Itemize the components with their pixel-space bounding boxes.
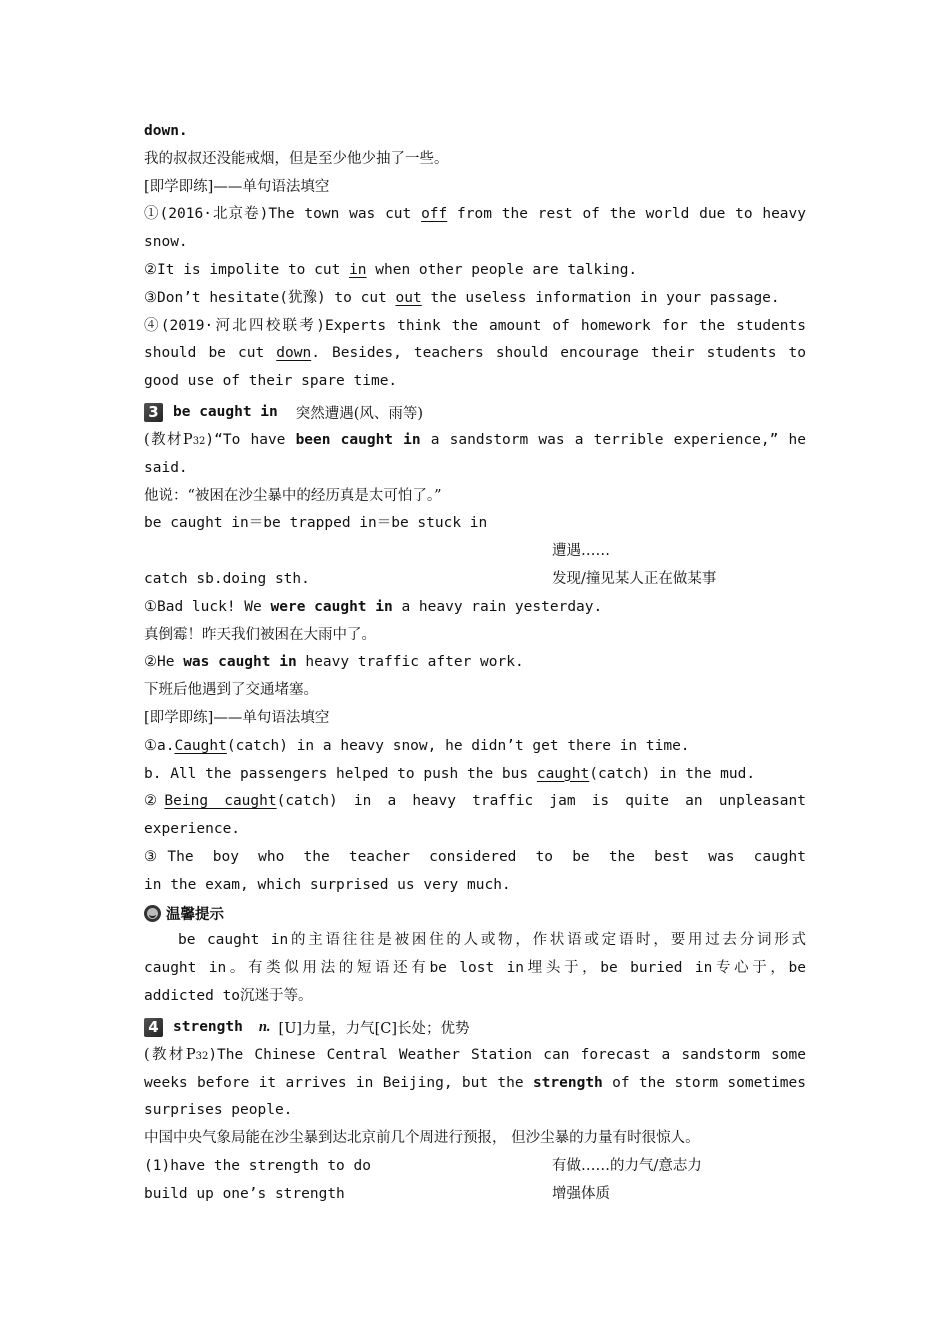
- section-heading-3: [144, 398, 806, 427]
- example-sentence: ②He was caught in heavy traffic after work.: [144, 654, 524, 671]
- textbook-example: (教材P32)The Chinese Central Weather Station can forecast a sandstorm some: [144, 1046, 806, 1063]
- answer-blank: caught: [536, 765, 590, 782]
- drill-item: ①a.Caught(catch) in a heavy snow, he didn’t get there in time.: [144, 737, 690, 754]
- term: be caught in: [173, 404, 278, 421]
- smiley-icon: [144, 905, 161, 922]
- section-number-badge: 3: [144, 403, 163, 422]
- drill-item: ③The boy who the teacher considered to be the best was caught: [144, 848, 806, 865]
- text-line: snow.: [144, 234, 188, 251]
- text-line: should be cut down. Besides, teachers should encourage their students to: [144, 345, 806, 362]
- term-meaning: [U]力量，力气[C]长处；优势: [278, 1020, 470, 1037]
- text-line: experience.: [144, 821, 241, 838]
- answer-blank: Being caught: [164, 793, 277, 810]
- tip-text: caught in。有类似用法的短语还有be lost in埋头于，be buried in专心于，be: [144, 960, 806, 977]
- drill-heading: [即学即练]——单句语法填空: [144, 709, 330, 726]
- textbook-example: (教材P32)“To have been caught in a sandstorm was a terrible experience,” he: [144, 431, 806, 448]
- tip-text: addicted to沉迷于等。: [144, 987, 313, 1004]
- drill-item: ②Being caught(catch) in a heavy traffic jam is quite an unpleasant: [144, 793, 806, 810]
- drill-item: ②It is impolite to cut in when other people are talking.: [144, 261, 638, 278]
- section-heading-4: [144, 1013, 806, 1042]
- translation: 下班后他遇到了交通堵塞。: [144, 682, 318, 699]
- term: strength: [173, 1019, 243, 1036]
- drill-item: ④(2019·河北四校联考)Experts think the amount of homework for the students: [144, 317, 806, 334]
- example-sentence: ①Bad luck! We were caught in a heavy rain yesterday.: [144, 598, 603, 615]
- text-line: surprises people.: [144, 1102, 293, 1119]
- answer-blank: off: [421, 206, 448, 223]
- text-line: good use of their spare time.: [144, 373, 398, 390]
- phrase-row: build up one’s strength 增强体质: [144, 1185, 610, 1202]
- translation: 中国中央气象局能在沙尘暴到达北京前几个周进行预报， 但沙尘暴的力量有时很惊人。: [144, 1130, 700, 1147]
- phrase-row: 遭遇……: [552, 543, 610, 560]
- drill-item: ③Don’t hesitate(犹豫) to cut out the useless information in your passage.: [144, 289, 780, 306]
- translation: 真倒霉！昨天我们被困在大雨中了。: [144, 626, 376, 643]
- answer-blank: Caught: [174, 737, 227, 754]
- text-line: in the exam, which surprised us very much.: [144, 876, 511, 893]
- answer-blank: down: [276, 345, 312, 362]
- tip-text: be caught in的主语往往是被困住的人或物，作状语或定语时，要用过去分词形式: [178, 932, 806, 949]
- tip-heading: 温馨提示: [144, 900, 806, 928]
- drill-item: ①(2016·北京卷)The town was cut off from the rest of the world due to heavy: [144, 206, 806, 223]
- answer-blank: in: [349, 261, 367, 278]
- drill-heading: [即学即练]——单句语法填空: [144, 178, 330, 195]
- text-line: weeks before it arrives in Beijing, but the strength of the storm sometimes: [144, 1074, 806, 1091]
- term-meaning: 突然遭遇(风、雨等): [295, 405, 424, 422]
- translation: 他说：“被困在沙尘暴中的经历真是太可怕了。”: [144, 487, 442, 504]
- text-line: 我的叔叔还没能戒烟，但是至少他少抽了一些。: [144, 150, 449, 167]
- phrase-row: (1)have the strength to do 有做……的力气/意志力: [144, 1157, 702, 1174]
- synonym-line: be caught in＝be trapped in＝be stuck in: [144, 515, 488, 532]
- phrase-row: catch sb.doing sth. 发现/撞见某人正在做某事: [144, 570, 717, 587]
- section-number-badge: 4: [144, 1018, 163, 1037]
- text-line: down.: [144, 123, 188, 139]
- document-page: [144, 118, 806, 1208]
- answer-blank: out: [395, 289, 422, 306]
- text-line: said.: [144, 459, 188, 476]
- drill-item: b. All the passengers helped to push the bus caught(catch) in the mud.: [144, 765, 756, 782]
- part-of-speech: n.: [258, 1018, 271, 1035]
